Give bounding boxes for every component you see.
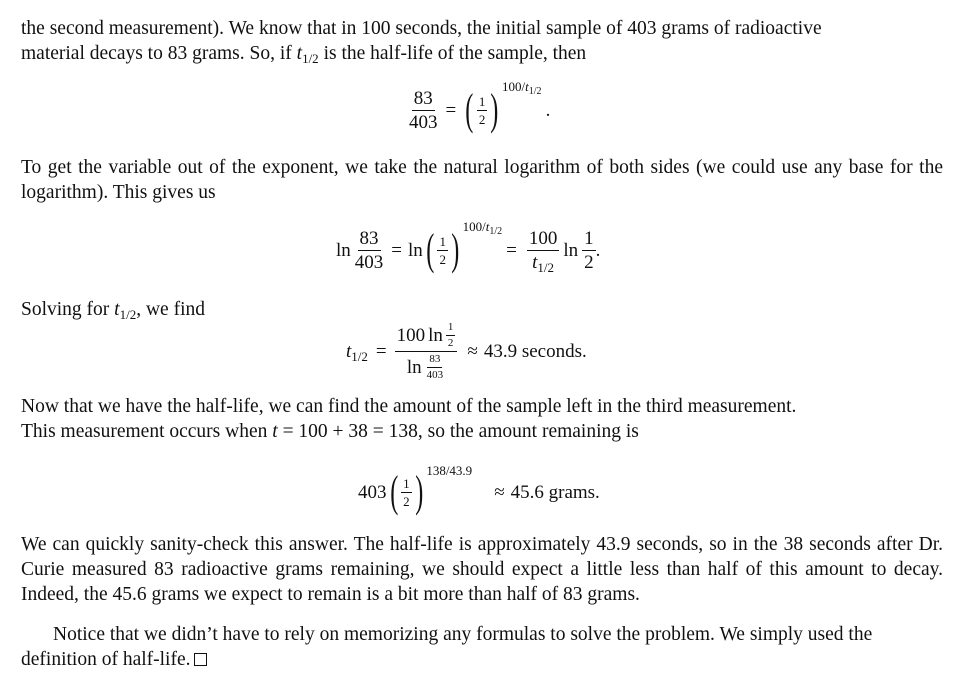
ln-label: ln (408, 239, 423, 261)
intro-line-1: the second measurement). We know that in 100 seconds, the initial sample of 403 grams of radioactive (21, 18, 822, 39)
left-paren: ( (389, 467, 398, 516)
base-value: 403 (358, 481, 387, 503)
intro-line-2-start: material decays to 83 grams. So, if (21, 43, 297, 64)
fraction-83-403 (353, 229, 386, 272)
fraction-83-403 (407, 89, 440, 132)
left-paren: ( (465, 85, 474, 134)
t-subscript: 1/2 (351, 349, 368, 364)
right-paren: ) (490, 85, 499, 134)
exponent-t: t (525, 78, 529, 94)
fraction-denominator: 403 (354, 251, 384, 273)
right-paren: ) (451, 225, 460, 274)
fraction-one-half (437, 235, 448, 266)
approx-sign: ≈ (494, 481, 505, 503)
fraction-100-t (527, 227, 560, 275)
fraction-denominator: 403 (409, 111, 438, 133)
right-paren: ) (414, 467, 424, 516)
solving-end: , we find (136, 299, 205, 320)
fraction-numerator: 83 (413, 87, 433, 109)
half-numerator: 1 (439, 233, 446, 249)
fraction-one-half (477, 95, 488, 126)
fraction-numerator (395, 322, 458, 352)
equation-half-life (346, 322, 587, 381)
half-denominator: 2 (478, 111, 486, 127)
t-var: t (272, 421, 278, 442)
half-denominator: 2 (439, 251, 446, 267)
third-line-2-end: = 100 + 38 = 138, so the amount remaining is (277, 421, 639, 442)
t-subscript: 1/2 (537, 259, 555, 275)
half-denominator: 2 (447, 337, 454, 349)
exponent-num: 100/ (502, 78, 526, 94)
exponent (502, 80, 542, 97)
equals-sign: = (506, 239, 517, 261)
paragraph-sanity-check: We can quickly sanity-check this answer. The half-life is approximately 43.9 seconds, so in the 38 seconds after Dr. Curie measured 83 radioactive grams remaining, we should expect a little less than half of this amount to decay. Indeed, the 45.6 grams we expect to remain is a bit more than half of 83 grams. (21, 534, 943, 605)
ln-label: ln (563, 239, 579, 261)
exponent-t: t (485, 218, 490, 234)
fraction-one-half (401, 477, 412, 508)
t-var: t (114, 299, 120, 320)
exponent-sub: 1/2 (528, 85, 542, 97)
equation-period: . (595, 239, 601, 261)
half-numerator: 1 (478, 93, 486, 109)
exponent-sub: 1/2 (489, 225, 503, 237)
paragraph-solving (21, 297, 943, 322)
ln-label: ln (428, 325, 443, 346)
half-numerator: 1 (446, 322, 456, 336)
paragraph-intro (21, 16, 943, 66)
numerator-100: 100 (396, 325, 426, 346)
fraction-denominator (530, 251, 556, 275)
fraction-numerator: 83 (359, 227, 379, 249)
half-denominator: 2 (584, 251, 594, 273)
ln-label: ln (406, 357, 422, 378)
paragraph-third-measurement (21, 394, 943, 444)
fraction-numerator: 100 (528, 227, 558, 249)
intro-line-2-end: is the half-life of the sample, then (318, 43, 587, 64)
t-var: t (346, 341, 352, 362)
equation-logarithm (336, 218, 601, 275)
t-subscript: 1/2 (302, 51, 319, 66)
fraction-main (395, 322, 458, 381)
solving-start: Solving for (21, 299, 115, 320)
equation-period: . (545, 99, 551, 121)
small-denominator: 403 (426, 369, 444, 381)
small-numerator: 83 (427, 354, 442, 368)
third-line-2-start: This measurement occurs when (21, 421, 273, 442)
exponent-num: 100/ (462, 218, 486, 234)
approx-sign: ≈ (467, 341, 478, 362)
conclusion-text: Notice that we didn’t have to rely on memorizing any formulas to solve the problem. We simply used the definition of half-life. (21, 624, 873, 670)
fraction-83-403 (425, 354, 446, 381)
third-line-1: Now that we have the half-life, we can find the amount of the sample left in the third measurement. (21, 396, 797, 417)
ln-label: ln (336, 239, 351, 261)
exponent (463, 220, 503, 237)
fraction-one-half (446, 322, 456, 349)
equals-sign: = (375, 341, 387, 362)
t-var: t (532, 251, 538, 273)
fraction-denominator (405, 352, 447, 381)
result-value: 43.9 seconds. (483, 341, 587, 362)
t-var: t (296, 43, 303, 64)
half-numerator: 1 (584, 227, 594, 249)
paragraph-logarithm: To get the variable out of the exponent, we take the natural logarithm of both sides (we could use any base for the logarithm). This gives us (21, 157, 943, 203)
equals-sign: = (391, 239, 402, 261)
paragraph-conclusion (21, 622, 943, 672)
result-value: 45.6 grams. (510, 481, 600, 503)
lhs-t-half (346, 341, 368, 364)
half-denominator: 2 (403, 493, 410, 509)
t-subscript: 1/2 (119, 307, 137, 322)
half-numerator: 1 (403, 475, 410, 491)
fraction-one-half (582, 229, 596, 272)
equals-sign: = (445, 99, 457, 121)
left-paren: ( (426, 225, 435, 274)
equation-remaining (358, 462, 600, 516)
qed-square-icon (194, 653, 207, 666)
equation-ratio (407, 78, 551, 134)
exponent: 138/43.9 (426, 462, 473, 478)
